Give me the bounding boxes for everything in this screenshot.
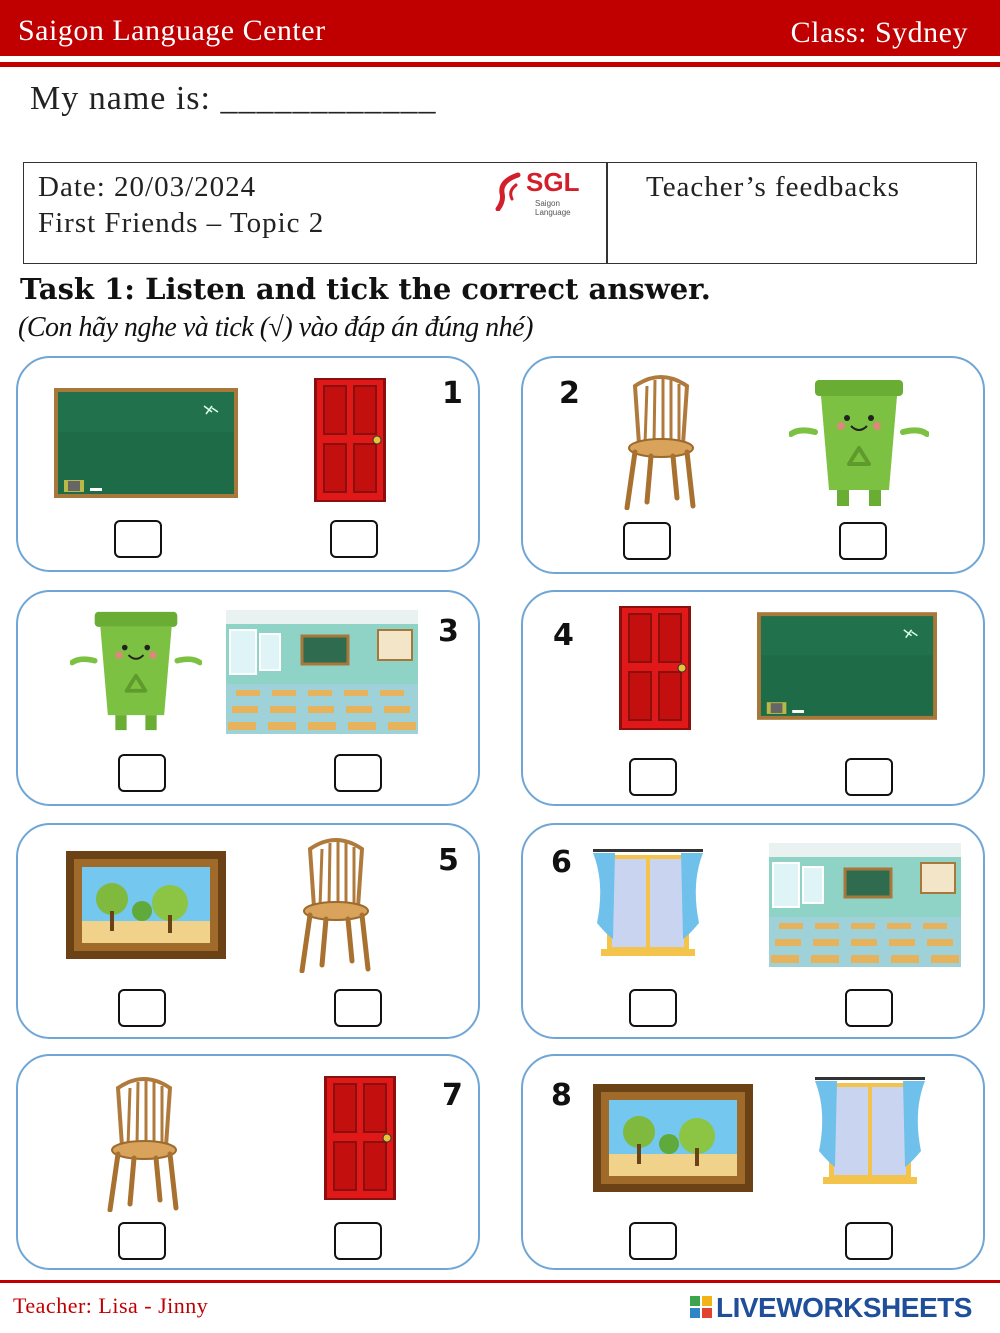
name-prompt[interactable]: My name is: ____________ [30, 80, 437, 117]
bin-image [789, 378, 929, 508]
teacher-label: Teacher: Lisa - Jinny [13, 1293, 209, 1318]
answer-checkbox-3b[interactable] [334, 754, 382, 792]
info-divider [606, 163, 608, 263]
question-number: 5 [438, 843, 459, 878]
answer-checkbox-2a[interactable] [623, 522, 671, 560]
task-title: Task 1: Listen and tick the correct answer. [20, 272, 711, 306]
door-image [619, 606, 691, 730]
answer-checkbox-1b[interactable] [330, 520, 378, 558]
topic-label: First Friends – Topic 2 [38, 207, 325, 239]
sgl-logo-icon [494, 171, 524, 211]
question-number: 3 [438, 614, 459, 649]
picture-image [66, 851, 226, 959]
question-card-2 [521, 356, 985, 574]
liveworksheets-text: LIVEWORKSHEETS [716, 1292, 972, 1323]
answer-checkbox-5a[interactable] [118, 989, 166, 1027]
answer-checkbox-3a[interactable] [118, 754, 166, 792]
date-label: Date: 20/03/2024 [38, 171, 257, 203]
footer-divider [0, 1280, 1000, 1283]
question-number: 2 [559, 376, 580, 411]
header-bar [0, 0, 1000, 56]
answer-checkbox-6b[interactable] [845, 989, 893, 1027]
board-image [757, 612, 937, 720]
window-image [807, 1070, 933, 1194]
liveworksheets-icon [690, 1296, 712, 1318]
answer-checkbox-4b[interactable] [845, 758, 893, 796]
answer-checkbox-2b[interactable] [839, 522, 887, 560]
question-card-6 [521, 823, 985, 1039]
question-number: 4 [553, 618, 574, 653]
logo-text: SGL [526, 167, 580, 197]
door-image [324, 1076, 396, 1200]
task-instruction: (Con hãy nghe và tick (√) vào đáp án đúng nhé) [18, 312, 533, 343]
info-table [23, 162, 977, 264]
question-number: 6 [551, 845, 572, 880]
center-name: Saigon Language Center [18, 14, 326, 47]
question-card-7 [16, 1054, 480, 1270]
chair-image [296, 837, 376, 973]
feedback-label: Teacher’s feedbacks [646, 171, 900, 203]
bin-image [70, 610, 202, 732]
answer-checkbox-5b[interactable] [334, 989, 382, 1027]
answer-checkbox-6a[interactable] [629, 989, 677, 1027]
question-number: 1 [442, 376, 463, 411]
chair-image [104, 1076, 184, 1212]
sgl-logo [492, 167, 596, 217]
classroom-image [226, 610, 418, 734]
answer-checkbox-7b[interactable] [334, 1222, 382, 1260]
door-image [314, 378, 386, 502]
question-card-8 [521, 1054, 985, 1270]
answer-checkbox-8a[interactable] [629, 1222, 677, 1260]
question-card-3 [16, 590, 480, 806]
chair-image [621, 374, 701, 510]
question-number: 8 [551, 1078, 572, 1113]
class-label: Class: Sydney [790, 16, 968, 49]
question-card-4 [521, 590, 985, 806]
header-divider [0, 62, 1000, 67]
answer-checkbox-7a[interactable] [118, 1222, 166, 1260]
window-image [585, 843, 711, 965]
logo-subtext: Saigon Language [535, 199, 571, 217]
classroom-image [769, 843, 961, 967]
answer-checkbox-8b[interactable] [845, 1222, 893, 1260]
answer-checkbox-1a[interactable] [114, 520, 162, 558]
question-card-1 [16, 356, 480, 572]
board-image [54, 388, 238, 498]
picture-image [593, 1082, 753, 1194]
question-number: 7 [442, 1078, 463, 1113]
answer-checkbox-4a[interactable] [629, 758, 677, 796]
question-card-5 [16, 823, 480, 1039]
